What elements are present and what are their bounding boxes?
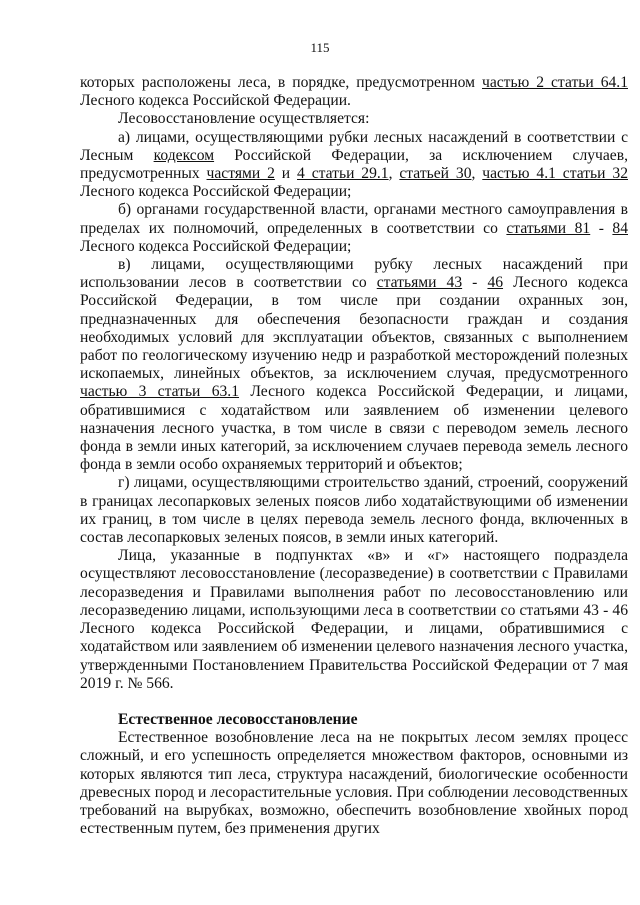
legal-reference-link[interactable]: частью 2 статьи 64.1 (482, 74, 628, 91)
legal-reference-link[interactable]: 4 статьи 29.1 (297, 165, 389, 183)
text-segment: б) органами государственной власти, органами местного самоуправления в пределах их полномочий, определенных в соответствии со (80, 201, 628, 237)
legal-reference-link[interactable]: статьями 81 (506, 219, 591, 237)
text-block-after-heading (80, 729, 628, 838)
text-segment: Лесного кодекса Российской Федерации, в том числе при создании охранных зон, предназначенных для обеспечения безопасности граждан и создания необходимых условий для эксплуатации объектов, связанных с выполнением работ по геологическому изучению недр и разработкой месторождений полезных ископаемых, линейных объектов, за исключением случая, предусмотренного (80, 274, 628, 383)
section-heading: Естественное лесовосстановление (118, 710, 358, 728)
paragraph (80, 729, 628, 838)
text-segment: - (590, 219, 613, 237)
spacer (80, 693, 628, 711)
text-segment: которых расположены леса, в порядке, предусмотренном (80, 74, 482, 91)
legal-reference-link[interactable]: статьями 43 (376, 274, 463, 292)
legal-reference-link[interactable]: частями 2 (206, 165, 275, 183)
paragraph (80, 110, 628, 128)
paragraph (80, 547, 628, 693)
paragraph (80, 256, 628, 474)
paragraph (80, 474, 628, 547)
paragraph (80, 129, 628, 202)
text-segment: и (274, 165, 298, 183)
legal-reference-link[interactable]: статьей 30 (399, 165, 472, 183)
text-block-before-heading (80, 74, 628, 693)
legal-reference-link[interactable]: кодексом (153, 146, 215, 164)
paragraph (80, 74, 628, 110)
text-segment: Лица, указанные в подпунктах «в» и «г» настоящего подраздела осуществляют лесовосстановление (лесоразведение) в соответствии с Правилами лесоразведения и Правилами выполнения работ по лесовосстановлению или лесоразведению лицами, использующими леса в соответствии со статьями 43 - 46 Лесного кодекса Российской Федерации, и лицами, обратившимися с ходатайством или заявлением об изменении целевого назначения лесного участка, утвержденными Постановлением Правительства Российской Федерации от 7 мая 2019 г. № 566. (80, 547, 628, 692)
text-segment: , (471, 165, 483, 183)
page-number: 115 (310, 40, 330, 55)
text-segment: , (388, 165, 400, 183)
text-segment: Лесного кодекса Российской Федерации, и лицами, обратившимися с ходатайством или заявлением об изменении целевого назначения лесного участка, в том числе в связи с переводом земель лесного фонда в земли иных категорий, за исключением случаев перевода земель лесного фонда в земли особо охраняемых территорий и объектов; (80, 383, 628, 474)
text-segment: Лесного кодекса Российской Федерации; (80, 237, 352, 255)
document-body (80, 74, 628, 838)
text-segment: г) лицами, осуществляющими строительство зданий, строений, сооружений в границах лесопарковых зеленых поясов либо ходатайствующими об изменении их границ, в том числе в целях перевода земель лесного фонда, включенных в состав лесопарковых зеленых поясов, в земли иных категорий. (80, 474, 628, 547)
text-segment: Естественное возобновление леса на не покрытых лесом землях процесс сложный, и его успешность определяется множеством факторов, основными из которых являются тип леса, структура насаждений, биологические особенности древесных пород и лесорастительные условия. При соблюдении лесоводственных требований на вырубках, возможно, обеспечить возобновление хвойных пород естественным путем, без применения других (80, 729, 628, 838)
text-segment: Лесовосстановление осуществляется: (118, 110, 370, 128)
text-segment: Лесного кодекса Российской Федерации; (80, 183, 352, 201)
legal-reference-link[interactable]: 84 (612, 219, 628, 237)
text-segment: Лесного кодекса Российской Федерации. (80, 92, 351, 110)
paragraph (80, 201, 628, 256)
legal-reference-link[interactable]: 46 (487, 274, 504, 292)
legal-reference-link[interactable]: частью 4.1 статьи 32 (482, 165, 628, 183)
text-segment: а) лицами, осуществляющими рубки лесных насаждений в соответствии с Лесным (80, 128, 628, 164)
text-segment: в) лицами, осуществляющими рубку лесных насаждений при использовании лесов в соответствии со (80, 256, 628, 292)
legal-reference-link[interactable]: частью 3 статьи 63.1 (80, 383, 240, 401)
text-segment: Российской Федерации, за исключением случаев, предусмотренных (80, 146, 628, 183)
text-segment: - (462, 274, 488, 292)
